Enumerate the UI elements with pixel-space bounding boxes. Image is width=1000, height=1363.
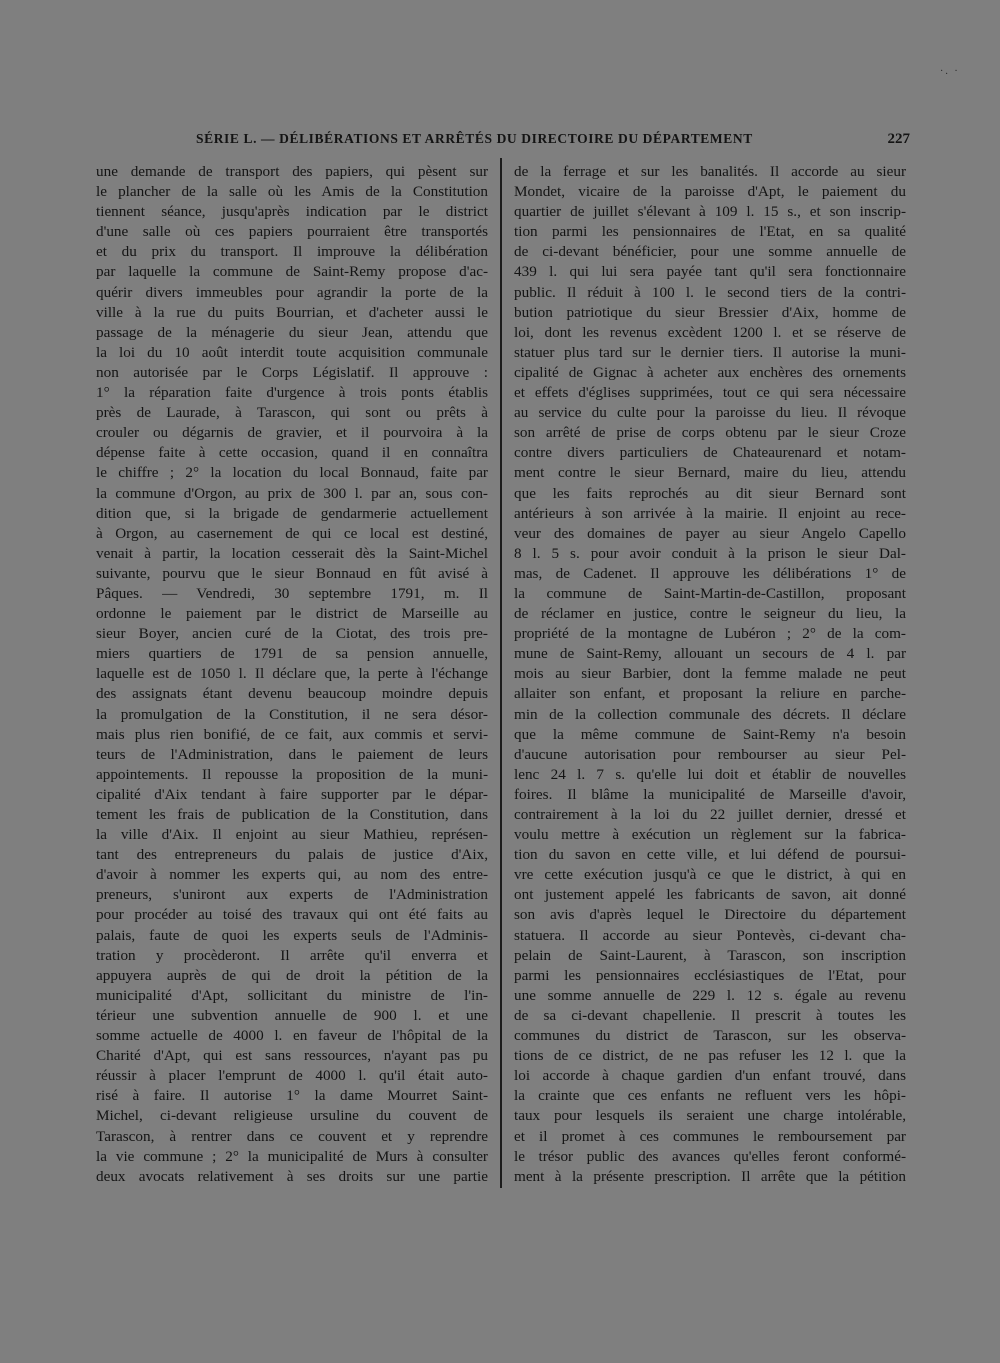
text-line: 1° la réparation faite d'urgence à trois ponts établis xyxy=(96,384,488,402)
text-line: ville à la rue du puits Bourrian, et d'acheter aussi le xyxy=(96,303,488,321)
text-line: ment contre le sieur Bernard, maire du lieu, attendu xyxy=(514,464,906,482)
text-line: laquelle est de 1050 l. Il déclare que, la perte à l'échange xyxy=(96,665,488,683)
text-line: par laquelle la commune de Saint-Remy propose d'ac- xyxy=(96,263,488,281)
text-line: municipalité d'Apt, sollicitant du ministre de l'in- xyxy=(96,986,488,1004)
text-line: vre cette exécution jusqu'à ce que le district, à qui en xyxy=(514,866,906,884)
text-line: son avis d'après lequel le Directoire du département xyxy=(514,906,906,924)
text-line: loi accorde à chaque gardien d'un enfant trouvé, dans xyxy=(514,1067,906,1085)
text-line: et effets d'églises supprimées, tout ce qui sera nécessaire xyxy=(514,384,906,402)
text-line: tion parmi les pensionnaires de l'Etat, en sa qualité xyxy=(514,223,906,241)
text-line: venait à partir, la location cesserait dès la Saint-Michel xyxy=(96,544,488,562)
text-line: veur des domaines de payer au sieur Angelo Capello xyxy=(514,524,906,542)
text-line: la commune d'Orgon, au prix de 300 l. par an, sous con- xyxy=(96,484,488,502)
text-line: 439 l. qui lui sera payée tant qu'il sera fonctionnaire xyxy=(514,263,906,281)
text-line: statuer plus tard sur le dernier tiers. Il autorise la muni- xyxy=(514,343,906,361)
text-line: tion du savon en cette ville, et lui défend de poursui- xyxy=(514,846,906,864)
text-line: de la ferrage et sur les banalités. Il accorde au sieur xyxy=(514,163,906,180)
text-line: quérir divers immeubles pour agrandir la porte de la xyxy=(96,283,488,301)
text-line: non autorisée par le Corps Législatif. Il approuve : xyxy=(96,363,488,381)
text-line: pelain de Saint-Laurent, à Tarascon, son inscription xyxy=(514,946,906,964)
text-line: de sa ci-devant chapellenie. Il prescrit à toutes les xyxy=(514,1006,906,1024)
page-number: 227 xyxy=(887,131,910,147)
text-line: Mondet, vicaire de la paroisse d'Apt, le paiement du xyxy=(514,183,906,201)
text-line: dépense faite à cette occasion, quand il en connaîtra xyxy=(96,444,488,462)
text-line: la ville d'Aix. Il enjoint au sieur Mathieu, représen- xyxy=(96,826,488,844)
left-column xyxy=(96,162,488,1187)
text-line: teurs de l'Administration, dans le paiement de leurs xyxy=(96,745,488,763)
text-line: Charité d'Apt, qui est sans ressources, n'ayant pas pu xyxy=(96,1047,488,1065)
text-line: de réclamer en justice, contre le seigneur du lieu, la xyxy=(514,605,906,623)
text-line: propriété de la montagne de Lubéron ; 2° de la com- xyxy=(514,625,906,643)
text-line: son arrêté de prise de corps obtenu par le sieur Croze xyxy=(514,424,906,442)
text-line: allaiter son enfant, et proposant la reliure en parche- xyxy=(514,685,906,703)
text-line: statuera. Il accorde au sieur Pontevès, ci-devant cha- xyxy=(514,926,906,944)
text-line: voulu mettre à exécution un règlement sur la fabrica- xyxy=(514,826,906,844)
text-line: et il promet à ces communes le remboursement par xyxy=(514,1127,906,1145)
text-line: crouler ou dégarnis de gravier, et il pourvoira à la xyxy=(96,424,488,442)
text-line: min de la collection communale des décrets. Il déclare xyxy=(514,705,906,723)
text-line: pour procéder au toisé des travaux qui ont été faits au xyxy=(96,906,488,924)
text-line: de ci-devant bénéficier, pour une somme annuelle de xyxy=(514,243,906,261)
text-line: tions de ce district, de ne pas refuser les 12 l. que la xyxy=(514,1047,906,1065)
right-column xyxy=(514,162,906,1187)
text-line: lenc 24 l. 7 s. qu'elle lui doit et établir de nouvelles xyxy=(514,765,906,783)
text-line: contrairement à la loi du 22 juillet dernier, dressé et xyxy=(514,806,906,823)
text-line: la promulgation de la Constitution, il ne sera désor- xyxy=(96,705,488,723)
text-line: preneurs, s'uniront aux experts de l'Administration xyxy=(96,886,488,904)
text-line: à Orgon, au casernement de qui ce local est destiné, xyxy=(96,524,488,542)
text-line: Pâques. — Vendredi, 30 septembre 1791, m. Il xyxy=(96,584,488,602)
text-line: appuyera auprès de qui de droit la pétition de la xyxy=(96,966,488,984)
text-line: le chiffre ; 2° la location du local Bonnaud, faite par xyxy=(96,464,488,482)
text-line: communes du district de Tarascon, sur les observa- xyxy=(514,1027,906,1045)
text-line: miers quartiers de 1791 de sa pension annuelle, xyxy=(96,645,488,663)
text-line: que la même commune de Saint-Remy n'a besoin xyxy=(514,725,906,743)
text-line: deux avocats relativement à ses droits sur une partie xyxy=(96,1167,488,1185)
text-line: tement les frais de publication de la Constitution, dans xyxy=(96,806,488,823)
text-line: public. Il réduit à 100 l. le second tiers de la contri- xyxy=(514,283,906,301)
text-line: Michel, ci-devant religieuse ursuline du couvent de xyxy=(96,1107,488,1125)
text-line: ont justement appelé les fabricants de savon, ait donné xyxy=(514,886,906,904)
text-line: taux pour lesquels ils seraient une charge intolérable, xyxy=(514,1107,906,1125)
text-line: d'aucune autorisation pour rembourser au sieur Pel- xyxy=(514,745,906,763)
text-line: contre divers particuliers de Chateaurenard et notam- xyxy=(514,444,906,462)
text-line: la vie commune ; 2° la municipalité de Murs à consulter xyxy=(96,1147,488,1165)
text-line: tration y procèderont. Il arrête qu'il enverra et xyxy=(96,946,488,964)
column-divider xyxy=(500,158,502,1188)
text-line: suivante, pourvu que le sieur Bonnaud en fût avisé à xyxy=(96,564,488,582)
text-line: mais plus rien bonifié, de ce fait, aux commis et servi- xyxy=(96,725,488,743)
text-line: ment à la présente prescription. Il arrête que la pétition xyxy=(514,1167,906,1185)
text-line: tant des entrepreneurs du palais de justice d'Aix, xyxy=(96,846,488,864)
text-line: cipalité de Gignac à acheter aux enchères des ornements xyxy=(514,363,906,381)
text-line: palais, faute de quoi les experts seuls de l'Adminis- xyxy=(96,926,488,944)
text-line: la crainte que ces enfants ne refluent vers les hôpi- xyxy=(514,1087,906,1105)
text-line: la commune de Saint-Martin-de-Castillon, proposant xyxy=(514,584,906,602)
text-line: ordonne le paiement par le district de Marseille au xyxy=(96,605,488,623)
text-line: réussir à placer l'emprunt de 4000 l. qu'il était auto- xyxy=(96,1067,488,1085)
text-line: la loi du 10 août interdit toute acquisition communale xyxy=(96,343,488,361)
text-line: tiennent séance, jusqu'après indication par le district xyxy=(96,203,488,221)
text-line: 8 l. 5 s. pour avoir conduit à la prison le sieur Dal- xyxy=(514,544,906,562)
text-line: une demande de transport des papiers, qui pèsent sur xyxy=(96,163,488,180)
text-line: foires. Il blâme la municipalité de Marseille d'avoir, xyxy=(514,785,906,803)
text-line: appointements. Il repousse la proposition de la muni- xyxy=(96,765,488,783)
text-line: d'avoir à nommer les experts qui, au nom des entre- xyxy=(96,866,488,884)
text-line: le trésor public des avances qu'elles feront conformé- xyxy=(514,1147,906,1165)
text-line: d'une salle où ces papiers pourraient être transportés xyxy=(96,223,488,241)
text-line: quartier de juillet s'élevant à 109 l. 15 s., et son inscrip- xyxy=(514,203,906,221)
scan-artifact: ·. · xyxy=(940,66,960,77)
text-line: dition que, si la brigade de gendarmerie actuellement xyxy=(96,504,488,522)
text-line: passage de la ménagerie du sieur Jean, attendu que xyxy=(96,323,488,341)
text-line: mois au sieur Barbier, dont la femme malade ne peut xyxy=(514,665,906,683)
text-line: sieur Boyer, ancien curé de la Ciotat, des trois pre- xyxy=(96,625,488,643)
text-line: bution patriotique du sieur Bressier d'Aix, homme de xyxy=(514,303,906,321)
text-line: que les faits reprochés au dit sieur Bernard sont xyxy=(514,484,906,502)
text-line: une somme annuelle de 229 l. 12 s. égale au revenu xyxy=(514,986,906,1004)
text-line: parmi les pensionnaires ecclésiastiques de l'Etat, pour xyxy=(514,966,906,984)
running-header: SÉRIE L. — DÉLIBÉRATIONS ET ARRÊTÉS DU DIRECTOIRE DU DÉPARTEMENT xyxy=(196,131,753,146)
text-line: risé à faire. Il autorise 1° la dame Mourret Saint- xyxy=(96,1087,488,1105)
text-line: et du prix du transport. Il improuve la délibération xyxy=(96,243,488,261)
text-line: cipalité d'Aix tendant à faire supporter par le dépar- xyxy=(96,785,488,803)
text-line: antérieurs à son arrivée à la mairie. Il enjoint au rece- xyxy=(514,504,906,522)
text-line: mas, de Cadenet. Il approuve les délibérations 1° de xyxy=(514,564,906,582)
text-line: somme actuelle de 4000 l. en faveur de l'hôpital de la xyxy=(96,1027,488,1045)
text-line: Tarascon, à rentrer dans ce couvent et y reprendre xyxy=(96,1127,488,1145)
text-line: térieur une subvention annuelle de 900 l. et une xyxy=(96,1006,488,1024)
text-line: le plancher de la salle où les Amis de la Constitution xyxy=(96,183,488,201)
text-line: près de Laurade, à Tarascon, qui sont ou prêts à xyxy=(96,404,488,422)
text-line: des assignats étant devenu beaucoup moindre depuis xyxy=(96,685,488,703)
text-line: mune de Saint-Remy, allouant un secours de 4 l. par xyxy=(514,645,906,663)
text-line: au service du culte pour la paroisse du lieu. Il révoque xyxy=(514,404,906,422)
text-line: loi, dont les revenus excèdent 1200 l. et se réserve de xyxy=(514,323,906,341)
